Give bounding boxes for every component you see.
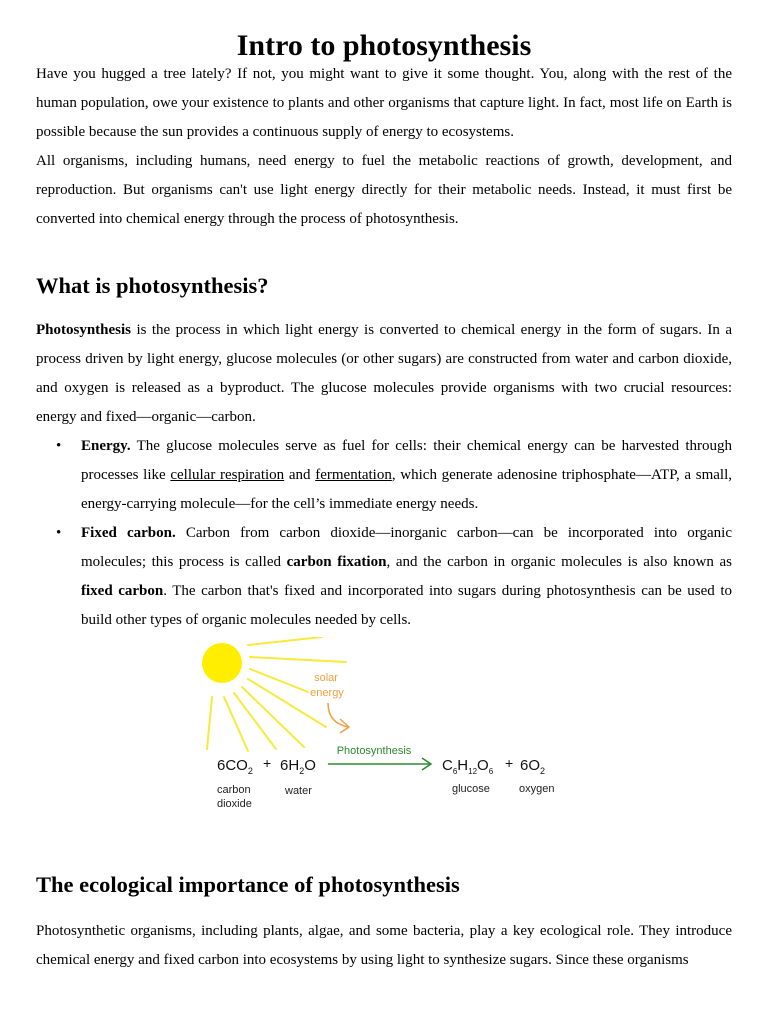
sun-ray	[248, 637, 322, 645]
formula-subscript: 2	[299, 766, 305, 776]
formula-subscript: 2	[247, 766, 253, 776]
eco-paragraph-1: Photosynthetic organisms, including plants, algae, and some bacteria, play a key ecological role. They introduce chemical energy and fixed carbon into ecosystems by using light to synthesize sugars. Since these organisms	[36, 923, 732, 968]
definition-text: is the process in which light energy is converted to chemical energy in the form of sugars. In a process driven by light energy, glucose molecules (or other sugars) are constructed from water and carbon dioxide, and oxygen is released as a byproduct. The glucose molecules provide organisms with two crucial resources: energy and fixed—organic—carbon.	[36, 322, 732, 425]
heading-what-is-photosynthesis: What is photosynthesis?	[36, 273, 269, 298]
list-item-fixed-carbon	[36, 519, 732, 635]
sun-icon	[202, 643, 242, 683]
definition-paragraph	[36, 316, 732, 432]
bullet-text: , which generate adenosine triphosphate—ATP, a small, energy-carrying molecule—for the cell’s immediate energy needs.	[81, 467, 732, 512]
plus-sign-2: +	[505, 755, 514, 771]
link-cellular-respiration[interactable]: cellular respiration	[170, 467, 285, 483]
bullet-text: Carbon from carbon dioxide—inorganic carbon—can be incorporated into organic molecules; this process is called	[81, 525, 732, 570]
formula-part: H	[457, 757, 469, 774]
formula-part: 6CO	[217, 757, 248, 774]
term-carbon-fixation: carbon fixation	[286, 554, 387, 570]
label-carbon: carbon	[217, 784, 251, 796]
formula-part: 6H	[280, 757, 300, 774]
photosynthesis-diagram	[36, 637, 732, 837]
formula-part: C	[442, 757, 453, 774]
sun-ray	[207, 697, 212, 749]
formula-subscript: 6	[488, 767, 494, 776]
sun-ray	[250, 669, 308, 692]
plus-sign-1: +	[263, 755, 272, 771]
formula-subscript: 6	[452, 767, 458, 776]
sun-ray	[234, 693, 276, 749]
intro-paragraph-2: All organisms, including humans, need energy to fuel the metabolic reactions of growth, development, and reproduction. But organisms can't use light energy directly for their metabolic needs. Instead, it must first be converted into chemical energy through the process of photosynthesis.	[36, 153, 732, 227]
label-water: water	[285, 785, 312, 797]
formula-subscript: 2	[540, 766, 546, 776]
heading-ecological-importance: The ecological importance of photosynthesis	[36, 872, 460, 897]
solar-label-line1: solar	[314, 672, 338, 684]
bullet-text: The glucose molecules serve as fuel for cells: their chemical energy can be harvested through processes like	[81, 438, 732, 483]
solar-label-line2: energy	[310, 687, 344, 699]
formula-part: 6O	[520, 757, 541, 774]
product-oxygen	[520, 757, 545, 776]
sun-ray	[250, 657, 346, 662]
formula-subscript: 12	[468, 767, 478, 776]
formula-part: O	[477, 757, 489, 774]
product-glucose	[442, 757, 494, 776]
bullet-icon: •	[56, 525, 62, 541]
definition-term: Photosynthesis	[36, 322, 132, 338]
formula-part: O	[304, 757, 316, 774]
eco-paragraph-wrapper	[36, 917, 732, 981]
list-item-energy	[36, 432, 732, 519]
link-fermentation[interactable]: fermentation	[315, 467, 392, 483]
arrow-label-photosynthesis: Photosynthesis	[336, 745, 412, 757]
intro-paragraph-1: Have you hugged a tree lately? If not, you might want to give it some thought. You, along with the rest of the human population, owe your existence to plants and other organisms that capture light. In fact, most life on Earth is possible because the sun provides a continuous supply of energy to ecosystems.	[36, 66, 732, 140]
bullet-text: . The carbon that's fixed and incorporated into sugars during photosynthesis can be used to build other types of organic molecules needed by cells.	[81, 583, 732, 628]
sun-ray	[224, 697, 248, 751]
reactant-h2o	[280, 757, 316, 776]
bullet-text: , and the carbon in organic molecules is also known as	[386, 554, 733, 570]
bullet-text: and	[284, 467, 316, 483]
bullet-term-fixed-carbon: Fixed carbon.	[81, 525, 176, 541]
bullet-icon: •	[56, 438, 62, 454]
bullet-term-energy: Energy.	[81, 438, 131, 454]
label-glucose: glucose	[452, 783, 490, 795]
document-title: Intro to photosynthesis	[236, 29, 532, 62]
resource-list	[36, 432, 732, 635]
photosynthesis-equation-svg	[36, 637, 732, 837]
document-content	[36, 29, 733, 981]
label-dioxide: dioxide	[217, 798, 252, 810]
reactant-co2	[217, 757, 253, 776]
label-oxygen: oxygen	[519, 783, 555, 795]
term-fixed-carbon: fixed carbon	[81, 583, 164, 599]
